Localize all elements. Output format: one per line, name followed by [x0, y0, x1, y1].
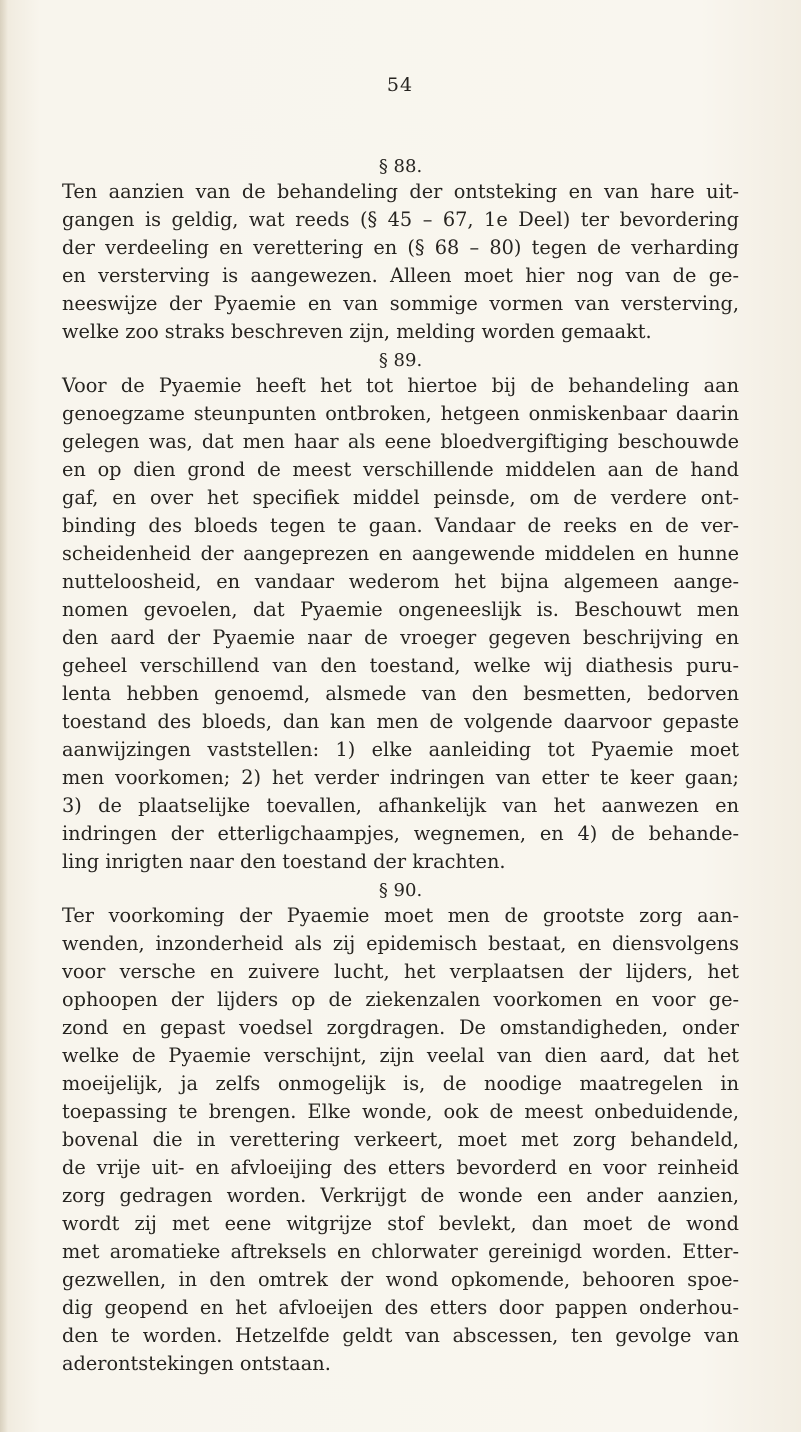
text-line: toepassing te brengen. Elke wonde, ook de meest onbeduidende, [62, 1100, 739, 1123]
text-line: Ter voorkoming der Pyaemie moet men de grootste zorg aan- [62, 904, 739, 927]
page-number: 54 [386, 74, 414, 96]
text-line: voor versche en zuivere lucht, het verplaatsen der lijders, het [62, 960, 739, 983]
text-line: der verdeeling en verettering en (§ 68 – 80) tegen de verharding [62, 236, 739, 259]
text-line: geheel verschillend van den toestand, welke wij diathesis puru- [62, 654, 739, 677]
text-line: en versterving is aangewezen. Alleen moet hier nog van de ge- [62, 264, 739, 287]
text-line: aanwijzingen vaststellen: 1) elke aanleiding tot Pyaemie moet [62, 738, 739, 761]
text-line: dig geopend en het afvloeijen des etters door pappen onderhou- [62, 1296, 739, 1319]
text-line: en op dien grond de meest verschillende middelen aan de hand [62, 458, 739, 481]
text-line: neeswijze der Pyaemie en van sommige vormen van versterving, [62, 292, 739, 315]
text-line: gaf, en over het specifiek middel peinsde, om de verdere ont- [62, 486, 739, 509]
section-heading: § 88. [378, 156, 423, 177]
text-line: nutteloosheid, en vandaar wederom het bijna algemeen aange- [62, 570, 739, 593]
text-line: bovenal die in verettering verkeert, moet met zorg behandeld, [62, 1128, 739, 1151]
text-line: scheidenheid der aangeprezen en aangewende middelen en hunne [62, 542, 739, 565]
text-line: toestand des bloeds, dan kan men de volgende daarvoor gepaste [62, 710, 739, 733]
text-line: gezwellen, in den omtrek der wond opkomende, behooren spoe- [62, 1268, 739, 1291]
text-line: wordt zij met eene witgrijze stof bevlekt, dan moet de wond [62, 1212, 739, 1235]
section-heading: § 89. [378, 350, 423, 371]
section-heading: § 90. [378, 880, 423, 901]
text-line: moeijelijk, ja zelfs onmogelijk is, de noodige maatregelen in [62, 1072, 739, 1095]
text-line: aderontstekingen ontstaan. [62, 1352, 331, 1375]
text-line: den aard der Pyaemie naar de vroeger gegeven beschrijving en [62, 626, 739, 649]
text-line: met aromatieke aftreksels en chlorwater gereinigd worden. Etter- [62, 1240, 739, 1263]
text-line: binding des bloeds tegen te gaan. Vandaar de reeks en de ver- [62, 514, 739, 537]
text-line: gelegen was, dat men haar als eene bloedvergiftiging beschouwde [62, 430, 739, 453]
text-line: men voorkomen; 2) het verder indringen van etter te keer gaan; [62, 766, 739, 789]
text-line: ophoopen der lijders op de ziekenzalen voorkomen en voor ge- [62, 988, 739, 1011]
text-line: genoegzame steunpunten ontbroken, hetgeen onmiskenbaar daarin [62, 402, 739, 425]
text-line: ling inrigten naar den toestand der krachten. [62, 850, 506, 873]
text-line: zorg gedragen worden. Verkrijgt de wonde een ander aanzien, [62, 1184, 739, 1207]
text-line: Ten aanzien van de behandeling der ontsteking en van hare uit- [62, 180, 739, 203]
text-line: welke zoo straks beschreven zijn, melding worden gemaakt. [62, 320, 652, 343]
text-line: Voor de Pyaemie heeft het tot hiertoe bij de behandeling aan [62, 374, 739, 397]
text-line: nomen gevoelen, dat Pyaemie ongeneeslijk is. Beschouwt men [62, 598, 739, 621]
text-line: gangen is geldig, wat reeds (§ 45 – 67, 1e Deel) ter bevordering [62, 208, 739, 231]
text-line: indringen der etterligchaampjes, wegnemen, en 4) de behande- [62, 822, 739, 845]
text-line: 3) de plaatselijke toevallen, afhankelijk van het aanwezen en [62, 794, 739, 817]
page-gutter-shadow [0, 0, 8, 1432]
text-line: zond en gepast voedsel zorgdragen. De omstandigheden, onder [62, 1016, 739, 1039]
text-line: wenden, inzonderheid als zij epidemisch bestaat, en diensvolgens [62, 932, 739, 955]
text-line: welke de Pyaemie verschijnt, zijn veelal van dien aard, dat het [62, 1044, 739, 1067]
text-line: lenta hebben genoemd, alsmede van den besmetten, bedorven [62, 682, 739, 705]
text-line: den te worden. Hetzelfde geldt van abscessen, ten gevolge van [62, 1324, 739, 1347]
text-line: de vrije uit- en afvloeijing des etters bevorderd en voor reinheid [62, 1156, 739, 1179]
